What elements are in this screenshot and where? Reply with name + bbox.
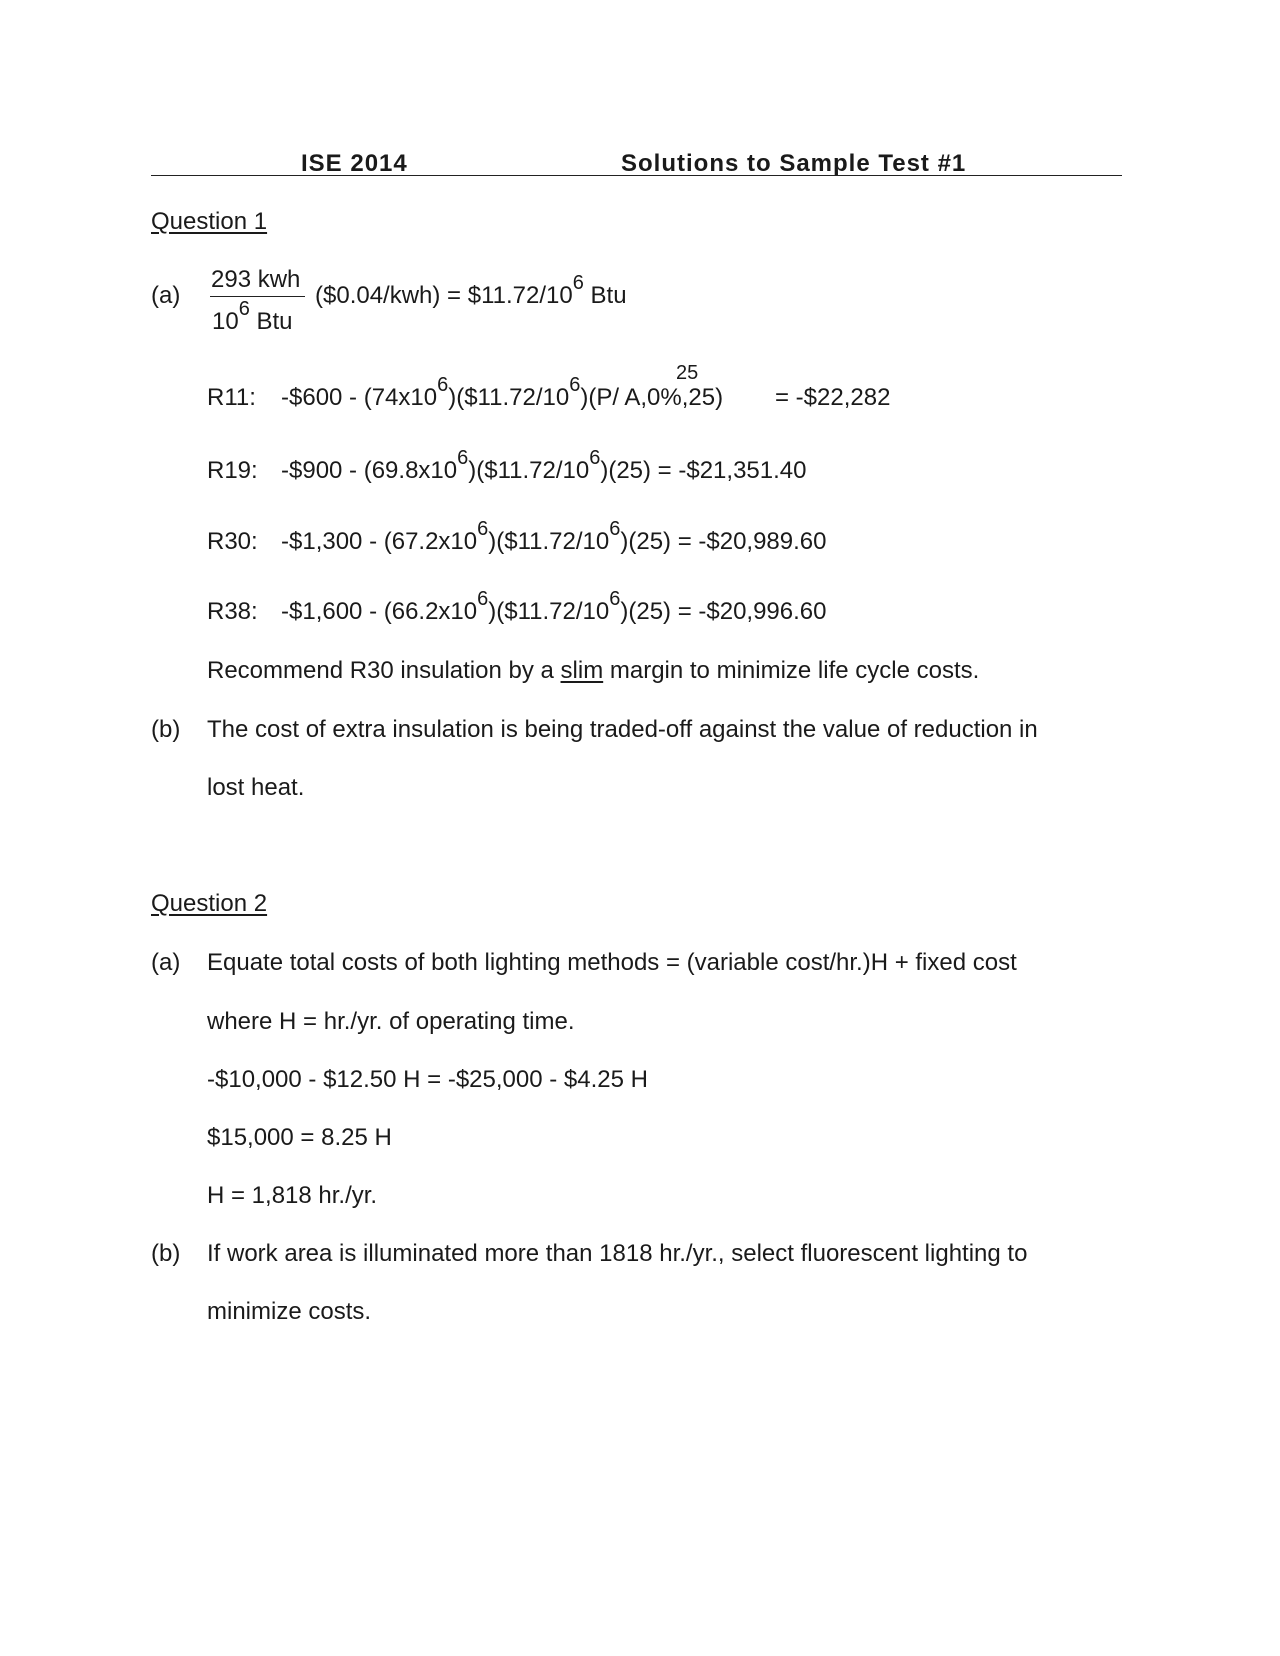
slim-emphasis: slim <box>560 657 604 684</box>
r30-expression: -$1,300 - $(67.2x10^6)(\$11.72/10^6)(25)$ = -$20,989.60 <box>281 518 827 555</box>
header-rule <box>151 175 1122 176</box>
fraction-denominator: $10^6$ Btu <box>212 298 293 335</box>
r38-expression: -$1,600 - $(66.2x10^6)(\$11.72/10^6)(25)$ = -$20,996.60 <box>281 588 827 625</box>
q2-a-line4: $15,000 = 8.25 H <box>207 1124 392 1151</box>
r19-label: R19: <box>207 457 258 484</box>
r30-label: R30: <box>207 528 258 555</box>
document-title: Solutions to Sample Test #1 <box>621 150 967 177</box>
recommendation: Recommend R30 insulation by a slim margin to minimize life cycle costs. <box>207 657 980 684</box>
q2-b-line2: minimize costs. <box>207 1298 372 1325</box>
q2-a-line5: H = 1,818 hr./yr. <box>207 1182 378 1209</box>
course-code: ISE 2014 <box>301 150 408 177</box>
q1-part-a-label: (a) <box>151 282 181 309</box>
q2-part-a-label: (a) <box>151 949 181 976</box>
q1-part-b-line1: The cost of extra insulation is being traded-off against the value of reduction in <box>207 716 1038 743</box>
q2-a-line2: where H = hr./yr. of operating time. <box>207 1008 575 1035</box>
energy-cost-expression: ($0.04/kwh) = $\$11.72/10^6$ Btu <box>315 272 627 309</box>
r19-expression: -$900 - $(69.8x10^6)(\$11.72/10^6)(25)$ = -$21,351.40 <box>281 447 807 484</box>
question-1-heading: Question 1 <box>151 208 268 235</box>
q1-part-b-label: (b) <box>151 716 181 743</box>
fraction-bar <box>210 296 305 297</box>
q2-a-line1: Equate total costs of both lighting methods = (variable cost/hr.)H + fixed cost <box>207 949 1017 976</box>
fraction-numerator: 293 kwh <box>211 266 301 293</box>
r11-expression: -$600 - $(74x10^6)(\$11.72/10^6)(P/$ A,0%,25) <box>281 374 724 411</box>
r11-superscript-25: 25 <box>676 362 699 384</box>
r38-label: R38: <box>207 598 258 625</box>
r11-result: = -$22,282 <box>775 384 891 411</box>
q2-part-b-label: (b) <box>151 1240 181 1267</box>
q2-a-line3: -$10,000 - $12.50 H = -$25,000 - $4.25 H <box>207 1066 648 1093</box>
r11-label: R11: <box>207 384 256 411</box>
question-2-heading: Question 2 <box>151 890 268 917</box>
q1-part-b-line2: lost heat. <box>207 774 305 801</box>
q2-b-line1: If work area is illuminated more than 1818 hr./yr., select fluorescent lighting to <box>207 1240 1028 1267</box>
